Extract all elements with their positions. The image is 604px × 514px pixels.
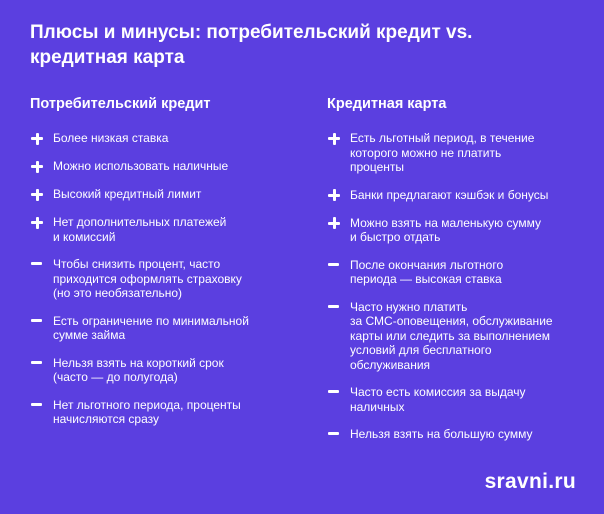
list-item xyxy=(327,300,589,373)
list-item xyxy=(327,188,589,203)
list-item xyxy=(30,131,285,146)
list-item-text: Чтобы снизить процент, часто приходится оформлять страховку (но это необязательно) xyxy=(53,257,242,300)
list-item xyxy=(30,314,285,343)
list-item-text: Нельзя взять на короткий срок (часто — до полугода) xyxy=(53,355,224,384)
list-item xyxy=(30,356,285,385)
minus-icon xyxy=(327,427,341,442)
plus-icon xyxy=(30,131,44,146)
consumer-loan-list xyxy=(30,131,285,427)
list-item xyxy=(30,159,285,174)
list-item xyxy=(327,427,589,442)
list-item-text: Нет льготного периода, проценты начисляются сразу xyxy=(53,397,241,426)
consumer-loan-column xyxy=(30,94,285,427)
list-item-text: Банки предлагают кэшбэк и бонусы xyxy=(350,187,549,202)
list-item-text: Можно взять на маленькую сумму и быстро отдать xyxy=(350,215,541,244)
list-item-text: Более низкая ставка xyxy=(53,131,169,145)
plus-icon xyxy=(327,131,341,146)
plus-icon xyxy=(30,159,44,174)
list-item-text: Можно использовать наличные xyxy=(53,159,229,173)
list-item-text: Нельзя взять на большую сумму xyxy=(350,427,533,441)
list-item-text: Часто нужно платить за СМС-оповещения, обслуживание карты или следить за выполнением условий для бесплатного обслуживания xyxy=(350,299,553,372)
list-item xyxy=(327,385,589,414)
plus-icon xyxy=(30,215,44,230)
plus-icon xyxy=(327,216,341,231)
list-item xyxy=(30,257,285,301)
list-item xyxy=(30,215,285,244)
credit-card-column xyxy=(327,94,589,442)
brand-logo: sravni.ru xyxy=(484,470,576,493)
minus-icon xyxy=(30,398,44,413)
minus-icon xyxy=(327,258,341,273)
minus-icon xyxy=(30,356,44,371)
credit-card-heading: Кредитная карта xyxy=(327,96,447,112)
credit-card-list xyxy=(327,131,589,442)
list-item xyxy=(327,258,589,287)
minus-icon xyxy=(30,314,44,329)
plus-icon xyxy=(327,188,341,203)
page-title: Плюсы и минусы: потребительский кредит vs. кредитная карта xyxy=(30,22,473,68)
minus-icon xyxy=(327,300,341,315)
minus-icon xyxy=(327,385,341,400)
consumer-loan-heading: Потребительский кредит xyxy=(30,96,211,112)
list-item xyxy=(327,216,589,245)
minus-icon xyxy=(30,257,44,272)
list-item-text: Есть льготный период, в течение которого можно не платить проценты xyxy=(350,131,535,174)
list-item-text: Высокий кредитный лимит xyxy=(53,187,202,201)
list-item xyxy=(30,398,285,427)
plus-icon xyxy=(30,187,44,202)
list-item-text: После окончания льготного периода — высокая ставка xyxy=(350,257,504,286)
list-item-text: Есть ограничение по минимальной сумме займа xyxy=(53,313,249,342)
list-item-text: Часто есть комиссия за выдачу наличных xyxy=(350,385,526,414)
list-item xyxy=(327,131,589,175)
list-item-text: Нет дополнительных платежей и комиссий xyxy=(53,215,227,244)
list-item xyxy=(30,187,285,202)
